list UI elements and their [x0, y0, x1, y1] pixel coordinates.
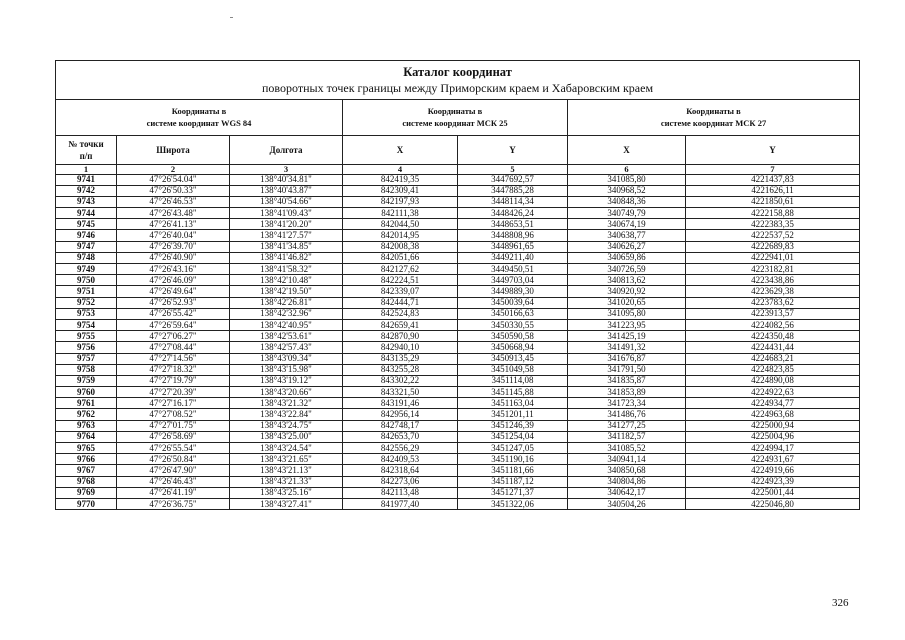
cell-msk27-y: 4224350,48	[686, 331, 860, 342]
cell-msk25-y: 3447692,57	[458, 174, 568, 185]
cell-msk27-y: 4221850,61	[686, 196, 860, 207]
cell-msk25-y: 3451271,37	[458, 487, 568, 498]
cell-latitude: 47°27'08.44"	[117, 342, 230, 353]
cell-longitude: 138°41'09.43"	[230, 208, 343, 219]
cell-msk25-y: 3451190,16	[458, 454, 568, 465]
cell-point-id: 9764	[56, 431, 117, 442]
cell-msk25-x: 842653,70	[343, 431, 458, 442]
cell-msk25-x: 842014,95	[343, 230, 458, 241]
cell-longitude: 138°41'20.20"	[230, 219, 343, 230]
cell-longitude: 138°43'24.54"	[230, 443, 343, 454]
cell-point-id: 9763	[56, 420, 117, 431]
column-number: 1	[56, 165, 117, 175]
page-title: Каталог координат	[403, 64, 512, 79]
cell-msk25-y: 3450330,55	[458, 319, 568, 330]
cell-msk25-x: 842444,71	[343, 297, 458, 308]
table-row	[56, 319, 860, 330]
cell-msk25-y: 3451247,05	[458, 443, 568, 454]
cell-longitude: 138°42'57.43"	[230, 342, 343, 353]
cell-point-id: 9748	[56, 252, 117, 263]
cell-latitude: 47°26'49.64"	[117, 286, 230, 297]
cell-msk27-y: 4224963,68	[686, 409, 860, 420]
table-row	[56, 286, 860, 297]
cell-latitude: 47°26'59.64"	[117, 319, 230, 330]
table-row	[56, 308, 860, 319]
cell-point-id: 9743	[56, 196, 117, 207]
cell-msk25-x: 842659,41	[343, 319, 458, 330]
table-row	[56, 208, 860, 219]
column-number: 4	[343, 165, 458, 175]
table-row	[56, 498, 860, 509]
cell-longitude: 138°41'34.85"	[230, 241, 343, 252]
cell-msk27-y: 4224823,85	[686, 364, 860, 375]
cell-msk25-y: 3451254,04	[458, 431, 568, 442]
cell-latitude: 47°26'41.19"	[117, 487, 230, 498]
cell-msk27-y: 4225000,94	[686, 420, 860, 431]
cell-msk27-x: 341676,87	[568, 353, 686, 364]
cell-msk25-y: 3451145,88	[458, 387, 568, 398]
cell-msk25-y: 3448653,51	[458, 219, 568, 230]
table-row	[56, 264, 860, 275]
column-number: 2	[117, 165, 230, 175]
cell-msk25-x: 842044,50	[343, 219, 458, 230]
table-row	[56, 297, 860, 308]
cell-longitude: 138°40'43.87"	[230, 185, 343, 196]
cell-msk27-x: 341085,52	[568, 443, 686, 454]
cell-latitude: 47°26'50.84"	[117, 454, 230, 465]
cell-msk27-x: 340626,27	[568, 241, 686, 252]
cell-msk25-x: 842524,83	[343, 308, 458, 319]
cell-longitude: 138°43'19.12"	[230, 375, 343, 386]
cell-longitude: 138°41'27.57"	[230, 230, 343, 241]
cell-longitude: 138°43'22.84"	[230, 409, 343, 420]
cell-longitude: 138°41'46.82"	[230, 252, 343, 263]
cell-msk27-y: 4224922,63	[686, 387, 860, 398]
cell-latitude: 47°26'39.70"	[117, 241, 230, 252]
msk27-group-header: Координаты в системе координат МСК 27	[568, 100, 860, 136]
cell-longitude: 138°40'54.66"	[230, 196, 343, 207]
cell-latitude: 47°27'20.39"	[117, 387, 230, 398]
cell-latitude: 47°26'50.33"	[117, 185, 230, 196]
cell-longitude: 138°43'21.65"	[230, 454, 343, 465]
cell-point-id: 9750	[56, 275, 117, 286]
cell-msk27-y: 4224890,08	[686, 375, 860, 386]
cell-msk27-x: 340659,86	[568, 252, 686, 263]
cell-msk27-y: 4224919,66	[686, 465, 860, 476]
cell-msk25-y: 3451163,04	[458, 398, 568, 409]
cell-msk25-y: 3449211,40	[458, 252, 568, 263]
cell-msk25-x: 842008,38	[343, 241, 458, 252]
cell-msk25-y: 3451322,06	[458, 498, 568, 509]
table-row	[56, 476, 860, 487]
cell-msk27-x: 340941,14	[568, 454, 686, 465]
cell-point-id: 9747	[56, 241, 117, 252]
cell-point-id: 9768	[56, 476, 117, 487]
cell-longitude: 138°43'24.75"	[230, 420, 343, 431]
col-header-msk27-x: X	[568, 136, 686, 165]
cell-longitude: 138°42'19.50"	[230, 286, 343, 297]
cell-msk25-x: 842419,35	[343, 174, 458, 185]
cell-msk27-x: 340968,52	[568, 185, 686, 196]
cell-msk27-x: 341085,80	[568, 174, 686, 185]
cell-msk25-x: 842940,10	[343, 342, 458, 353]
cell-latitude: 47°26'55.54"	[117, 443, 230, 454]
cell-longitude: 138°40'34.81"	[230, 174, 343, 185]
cell-longitude: 138°42'26.81"	[230, 297, 343, 308]
col-header-msk27-y: Y	[686, 136, 860, 165]
cell-msk27-y: 4224994,17	[686, 443, 860, 454]
cell-msk25-x: 843135,29	[343, 353, 458, 364]
column-number-row	[56, 165, 860, 175]
col-header-longitude: Долгота	[230, 136, 343, 165]
cell-msk27-y: 4222941,01	[686, 252, 860, 263]
cell-msk25-x: 842051,66	[343, 252, 458, 263]
cell-msk25-x: 842224,51	[343, 275, 458, 286]
col-header-msk25-x: X	[343, 136, 458, 165]
cell-latitude: 47°26'36.75"	[117, 498, 230, 509]
cell-latitude: 47°26'46.43"	[117, 476, 230, 487]
cell-msk27-y: 4224934,77	[686, 398, 860, 409]
cell-msk25-x: 842111,38	[343, 208, 458, 219]
cell-msk27-y: 4223783,62	[686, 297, 860, 308]
column-number: 3	[230, 165, 343, 175]
cell-msk27-y: 4224431,44	[686, 342, 860, 353]
table-row	[56, 174, 860, 185]
table-row	[56, 409, 860, 420]
table-row	[56, 331, 860, 342]
cell-msk27-y: 4222158,88	[686, 208, 860, 219]
cell-msk27-x: 341491,32	[568, 342, 686, 353]
cell-msk27-x: 341723,34	[568, 398, 686, 409]
cell-point-id: 9757	[56, 353, 117, 364]
cell-longitude: 138°43'25.00"	[230, 431, 343, 442]
cell-msk25-y: 3450590,58	[458, 331, 568, 342]
table-row	[56, 487, 860, 498]
cell-msk25-y: 3450039,64	[458, 297, 568, 308]
cell-latitude: 47°27'06.27"	[117, 331, 230, 342]
cell-msk25-y: 3451114,08	[458, 375, 568, 386]
cell-longitude: 138°43'09.34"	[230, 353, 343, 364]
cell-point-id: 9744	[56, 208, 117, 219]
cell-latitude: 47°26'40.90"	[117, 252, 230, 263]
table-row	[56, 387, 860, 398]
wgs84-group-header: Координаты в системе координат WGS 84	[56, 100, 343, 136]
cell-point-id: 9755	[56, 331, 117, 342]
cell-msk27-y: 4223438,86	[686, 275, 860, 286]
cell-msk27-y: 4225004,96	[686, 431, 860, 442]
column-number: 6	[568, 165, 686, 175]
cell-point-id: 9758	[56, 364, 117, 375]
cell-point-id: 9759	[56, 375, 117, 386]
table-row	[56, 230, 860, 241]
cell-msk27-y: 4223629,38	[686, 286, 860, 297]
cell-msk27-y: 4222537,52	[686, 230, 860, 241]
cell-point-id: 9752	[56, 297, 117, 308]
cell-msk25-y: 3451201,11	[458, 409, 568, 420]
cell-point-id: 9754	[56, 319, 117, 330]
cell-point-id: 9753	[56, 308, 117, 319]
cell-msk25-y: 3449450,51	[458, 264, 568, 275]
cell-msk27-x: 340813,62	[568, 275, 686, 286]
cell-latitude: 47°27'18.32"	[117, 364, 230, 375]
table-row	[56, 431, 860, 442]
column-number: 5	[458, 165, 568, 175]
table-row	[56, 375, 860, 386]
cell-msk25-y: 3448426,24	[458, 208, 568, 219]
msk25-group-header: Координаты в системе координат МСК 25	[343, 100, 568, 136]
cell-msk25-y: 3450668,94	[458, 342, 568, 353]
cell-point-id: 9769	[56, 487, 117, 498]
cell-msk25-x: 842339,07	[343, 286, 458, 297]
cell-longitude: 138°43'20.66"	[230, 387, 343, 398]
cell-msk25-x: 843321,50	[343, 387, 458, 398]
table-row	[56, 420, 860, 431]
cell-latitude: 47°27'19.79"	[117, 375, 230, 386]
cell-point-id: 9765	[56, 443, 117, 454]
cell-msk25-x: 842127,62	[343, 264, 458, 275]
cell-point-id: 9741	[56, 174, 117, 185]
cell-latitude: 47°26'40.04"	[117, 230, 230, 241]
cell-msk27-y: 4221437,83	[686, 174, 860, 185]
cell-longitude: 138°42'53.61"	[230, 331, 343, 342]
cell-msk27-x: 341425,19	[568, 331, 686, 342]
page-subtitle: поворотных точек границы между Приморским краем и Хабаровским краем	[262, 81, 654, 96]
cell-msk27-x: 340804,86	[568, 476, 686, 487]
table-row	[56, 364, 860, 375]
cell-msk25-x: 842318,64	[343, 465, 458, 476]
table-row	[56, 252, 860, 263]
table-row	[56, 241, 860, 252]
cell-msk25-x: 842409,53	[343, 454, 458, 465]
cell-latitude: 47°27'08.52"	[117, 409, 230, 420]
cell-msk25-x: 842956,14	[343, 409, 458, 420]
table-title-cell	[56, 61, 860, 100]
cell-msk27-x: 340749,79	[568, 208, 686, 219]
cell-msk25-y: 3451187,12	[458, 476, 568, 487]
cell-latitude: 47°27'14.56"	[117, 353, 230, 364]
cell-longitude: 138°42'32.96"	[230, 308, 343, 319]
cell-msk27-y: 4224931,67	[686, 454, 860, 465]
cell-latitude: 47°26'46.09"	[117, 275, 230, 286]
page-number: 326	[832, 597, 849, 609]
cell-point-id: 9766	[56, 454, 117, 465]
table-row	[56, 196, 860, 207]
table-row	[56, 219, 860, 230]
cell-msk27-y: 4222689,83	[686, 241, 860, 252]
cell-msk25-y: 3451246,39	[458, 420, 568, 431]
cell-msk25-y: 3451049,58	[458, 364, 568, 375]
cell-msk27-x: 340850,68	[568, 465, 686, 476]
cell-msk25-y: 3448808,96	[458, 230, 568, 241]
cell-point-id: 9770	[56, 498, 117, 509]
cell-msk27-y: 4225001,44	[686, 487, 860, 498]
cell-msk27-x: 341791,50	[568, 364, 686, 375]
col-header-point: № точки п/п	[56, 136, 117, 165]
table-row	[56, 342, 860, 353]
cell-msk27-x: 341853,89	[568, 387, 686, 398]
cell-msk25-x: 843191,46	[343, 398, 458, 409]
cell-latitude: 47°26'47.90"	[117, 465, 230, 476]
cell-msk25-x: 842556,29	[343, 443, 458, 454]
cell-msk27-x: 341182,57	[568, 431, 686, 442]
cell-latitude: 47°26'41.13"	[117, 219, 230, 230]
cell-msk27-x: 341223,95	[568, 319, 686, 330]
scan-mark	[230, 17, 233, 18]
cell-point-id: 9742	[56, 185, 117, 196]
cell-msk25-y: 3448114,34	[458, 196, 568, 207]
cell-point-id: 9746	[56, 230, 117, 241]
cell-msk27-x: 340848,36	[568, 196, 686, 207]
cell-point-id: 9762	[56, 409, 117, 420]
table-row	[56, 185, 860, 196]
cell-msk27-y: 4224683,21	[686, 353, 860, 364]
cell-point-id: 9756	[56, 342, 117, 353]
cell-latitude: 47°26'58.69"	[117, 431, 230, 442]
coordinate-table	[55, 60, 860, 510]
cell-latitude: 47°27'16.17"	[117, 398, 230, 409]
table-row	[56, 275, 860, 286]
cell-msk25-y: 3449703,04	[458, 275, 568, 286]
cell-msk27-x: 341020,65	[568, 297, 686, 308]
cell-msk25-x: 842309,41	[343, 185, 458, 196]
cell-latitude: 47°26'55.42"	[117, 308, 230, 319]
cell-msk25-x: 843255,28	[343, 364, 458, 375]
cell-msk25-y: 3451181,66	[458, 465, 568, 476]
cell-msk27-y: 4225046,80	[686, 498, 860, 509]
cell-msk25-x: 843302,22	[343, 375, 458, 386]
cell-msk27-x: 341835,87	[568, 375, 686, 386]
cell-longitude: 138°42'40.95"	[230, 319, 343, 330]
table-row	[56, 443, 860, 454]
table-row	[56, 398, 860, 409]
cell-latitude: 47°26'43.48"	[117, 208, 230, 219]
cell-latitude: 47°27'01.75"	[117, 420, 230, 431]
cell-msk25-x: 842748,17	[343, 420, 458, 431]
cell-msk27-y: 4224923,39	[686, 476, 860, 487]
cell-point-id: 9760	[56, 387, 117, 398]
cell-msk27-x: 341486,76	[568, 409, 686, 420]
cell-msk25-y: 3447885,28	[458, 185, 568, 196]
cell-longitude: 138°43'15.98"	[230, 364, 343, 375]
cell-msk27-x: 340674,19	[568, 219, 686, 230]
cell-msk27-x: 340726,59	[568, 264, 686, 275]
cell-msk27-x: 340504,26	[568, 498, 686, 509]
cell-longitude: 138°41'58.32"	[230, 264, 343, 275]
table-row	[56, 353, 860, 364]
cell-msk27-y: 4224082,56	[686, 319, 860, 330]
cell-point-id: 9767	[56, 465, 117, 476]
cell-msk25-x: 841977,40	[343, 498, 458, 509]
cell-point-id: 9761	[56, 398, 117, 409]
cell-msk25-x: 842197,93	[343, 196, 458, 207]
col-header-msk25-y: Y	[458, 136, 568, 165]
cell-latitude: 47°26'46.53"	[117, 196, 230, 207]
cell-longitude: 138°43'27.41"	[230, 498, 343, 509]
cell-point-id: 9751	[56, 286, 117, 297]
cell-longitude: 138°42'10.48"	[230, 275, 343, 286]
cell-msk27-y: 4223182,81	[686, 264, 860, 275]
table-row	[56, 454, 860, 465]
cell-msk27-y: 4222383,35	[686, 219, 860, 230]
cell-msk25-y: 3449889,30	[458, 286, 568, 297]
cell-latitude: 47°26'43.16"	[117, 264, 230, 275]
cell-msk25-y: 3448961,65	[458, 241, 568, 252]
cell-point-id: 9749	[56, 264, 117, 275]
cell-msk27-x: 340920,92	[568, 286, 686, 297]
cell-msk27-x: 341095,80	[568, 308, 686, 319]
cell-msk27-x: 341277,25	[568, 420, 686, 431]
col-header-latitude: Широта	[117, 136, 230, 165]
cell-msk25-x: 842870,90	[343, 331, 458, 342]
cell-longitude: 138°43'21.33"	[230, 476, 343, 487]
cell-msk27-y: 4221626,11	[686, 185, 860, 196]
cell-msk25-y: 3450166,63	[458, 308, 568, 319]
coordinate-catalog	[55, 60, 859, 510]
cell-msk25-y: 3450913,45	[458, 353, 568, 364]
cell-point-id: 9745	[56, 219, 117, 230]
cell-longitude: 138°43'25.16"	[230, 487, 343, 498]
cell-msk27-x: 340638,77	[568, 230, 686, 241]
cell-longitude: 138°43'21.32"	[230, 398, 343, 409]
table-body	[56, 174, 860, 510]
cell-latitude: 47°26'52.93"	[117, 297, 230, 308]
cell-latitude: 47°26'54.04"	[117, 174, 230, 185]
cell-msk25-x: 842273,06	[343, 476, 458, 487]
cell-msk27-y: 4223913,57	[686, 308, 860, 319]
cell-msk27-x: 340642,17	[568, 487, 686, 498]
cell-msk25-x: 842113,48	[343, 487, 458, 498]
table-row	[56, 465, 860, 476]
column-number: 7	[686, 165, 860, 175]
cell-longitude: 138°43'21.13"	[230, 465, 343, 476]
